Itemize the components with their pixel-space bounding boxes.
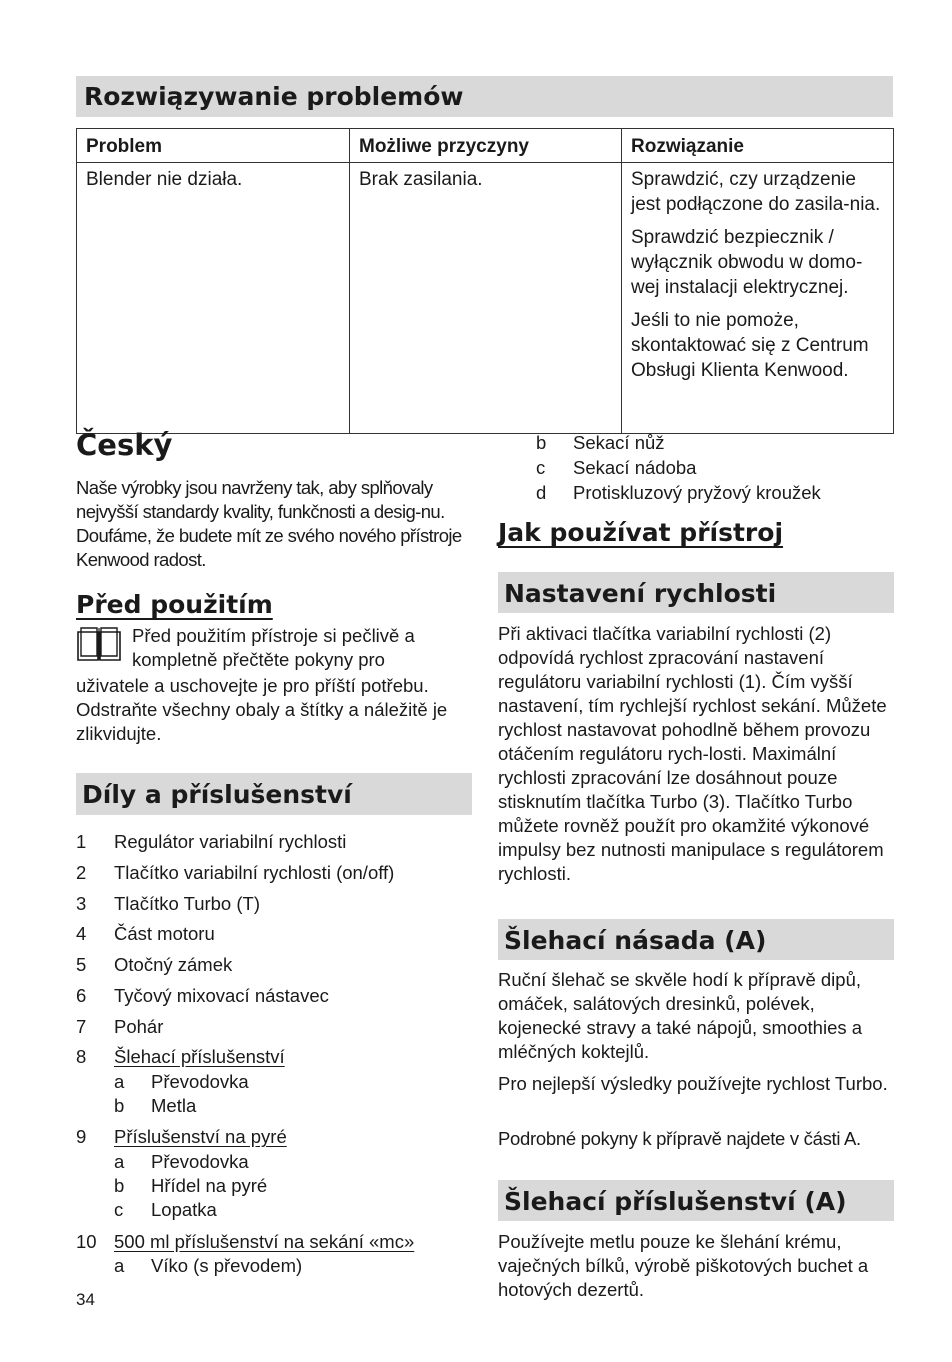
parts-item-number: a <box>114 1255 125 1276</box>
parts-subitem <box>498 431 894 455</box>
parts-item <box>76 1015 472 1039</box>
parts-item-number: 1 <box>76 831 87 852</box>
parts-item-number: 6 <box>76 985 87 1006</box>
how-to-use-heading: Jak používat přístroj <box>498 518 784 547</box>
parts-subitem <box>76 1198 472 1222</box>
parts-item <box>76 1045 472 1069</box>
troubleshooting-title: Rozwiązywanie problemów <box>76 76 893 117</box>
parts-item-label: Příslušenství na pyré <box>114 1126 287 1147</box>
parts-item-label: 500 ml příslušenství na sekání «mc» <box>114 1231 415 1252</box>
whisk-accessory-text: Používejte metlu pouze ke šlehání krému, vaječných bílků, výrobě piškotových buchet a hotových dezertů. <box>498 1231 869 1300</box>
parts-subitem <box>498 481 894 505</box>
table-header-problem: Problem <box>77 129 350 163</box>
parts-subitem <box>498 456 894 480</box>
parts-subitem <box>76 1070 472 1094</box>
table-row <box>77 163 894 434</box>
parts-item-number: 9 <box>76 1126 87 1147</box>
language-heading: Český <box>76 428 173 462</box>
parts-heading: Díly a příslušenství <box>76 773 472 815</box>
parts-item-number: 2 <box>76 862 87 883</box>
parts-item-number: 4 <box>76 923 87 944</box>
parts-item-number: b <box>114 1095 125 1116</box>
parts-item-label: Víko (s převodem) <box>151 1255 303 1276</box>
parts-subitem <box>76 1094 472 1118</box>
before-use-text-line2: kompletně přečtěte pokyny pro <box>132 649 385 670</box>
page-number: 34 <box>76 1290 95 1309</box>
parts-item-label: Metla <box>151 1095 197 1116</box>
parts-item <box>76 953 472 977</box>
parts-item-label: Převodovka <box>151 1151 249 1172</box>
parts-item-label: Sekací nůž <box>573 432 665 453</box>
whisk-attachment-heading: Šlehací násada (A) <box>498 919 894 960</box>
before-use-text: uživatele a uschovejte je pro příští potřebu. Odstraňte všechny obaly a štítky a náležitě je zlikvidujte. <box>76 675 448 744</box>
parts-item-label: Sekací nádoba <box>573 457 697 478</box>
before-use-heading: Před použitím <box>76 590 273 619</box>
parts-item-number: b <box>114 1175 125 1196</box>
manual-book-icon <box>76 624 122 664</box>
speed-setting-heading: Nastavení rychlosti <box>498 572 894 613</box>
parts-item-label: Část motoru <box>114 923 215 944</box>
parts-item-number: 10 <box>76 1231 97 1252</box>
parts-item-number: c <box>114 1199 124 1220</box>
parts-subitem <box>76 1254 472 1278</box>
parts-item-label: Tlačítko variabilní rychlosti (on/off) <box>114 862 395 883</box>
parts-subitem <box>76 1150 472 1174</box>
parts-item-number: 3 <box>76 893 87 914</box>
parts-item-label: Hřídel na pyré <box>151 1175 268 1196</box>
whisk-accessory-heading: Šlehací příslušenství (A) <box>498 1180 894 1221</box>
parts-item <box>76 830 472 854</box>
parts-item-number: b <box>536 432 547 453</box>
solution-step: Sprawdzić bezpiecznik / wyłącznik obwodu w domo-wej instalacji elektrycznej. <box>631 227 863 298</box>
whisk-attachment-text-2: Pro nejlepší výsledky používejte rychlost Turbo. <box>498 1073 888 1094</box>
parts-item-label: Regulátor variabilní rychlosti <box>114 831 347 852</box>
parts-item-number: c <box>536 457 546 478</box>
whisk-attachment-text-1: Ruční šlehač se skvěle hodí k přípravě dipů, omáček, salátových dresinků, polévek, kojenecké stravy a také nápojů, smoothies a mléčných koktejlů. <box>498 969 863 1062</box>
parts-item-label: Otočný zámek <box>114 954 233 975</box>
solution-step: Jeśli to nie pomoże, skontaktować się z Centrum Obsługi Klienta Kenwood. <box>631 310 869 381</box>
parts-subitem <box>76 1174 472 1198</box>
parts-item-label: Pohár <box>114 1016 164 1037</box>
before-use-text-line1: Před použitím přístroje si pečlivě a <box>132 625 415 646</box>
parts-item-label: Protiskluzový pryžový kroužek <box>573 482 821 503</box>
parts-item-number: a <box>114 1071 125 1092</box>
parts-item-label: Převodovka <box>151 1071 249 1092</box>
parts-item-label: Lopatka <box>151 1199 217 1220</box>
parts-item-number: a <box>114 1151 125 1172</box>
parts-item-number: 8 <box>76 1046 87 1067</box>
intro-paragraph: Naše výrobky jsou navrženy tak, aby splňovaly nejvyšší standardy kvality, funkčnosti a desig-nu. Doufáme, že budete mít ze svého nového přístroje Kenwood radost. <box>76 477 462 570</box>
table-header-row <box>77 129 894 163</box>
speed-setting-text: Při aktivaci tlačítka variabilní rychlosti (2) odpovídá rychlost zpracování nastavení regulátoru variabilní rychlosti (1). Čím vyšší nastavení, tím rychlejší rychlost sekání. Můžete rychlost nastavovat pohodlně během provozu otáčením regulátoru rych-losti. Maximální rychlosti zpracování lze dosáhnout pouze stisknutím tlačítka Turbo (3). Tlačítko Turbo můžete rovněž použít pro okamžité výkonové impulsy bez nutnosti manipulace s regulátorem rychlosti. <box>498 623 887 884</box>
parts-item-label: Tlačítko Turbo (T) <box>114 893 260 914</box>
table-cell-problem: Blender nie działa. <box>77 163 350 434</box>
parts-item-label: Tyčový mixovací nástavec <box>114 985 329 1006</box>
parts-item <box>76 861 472 885</box>
solution-step: Sprawdzić, czy urządzenie jest podłączone do zasila-nia. <box>631 169 881 215</box>
parts-item-number: 5 <box>76 954 87 975</box>
parts-item-number: d <box>536 482 547 503</box>
parts-item <box>76 922 472 946</box>
table-cell-cause: Brak zasilania. <box>350 163 622 434</box>
troubleshooting-table <box>76 128 894 434</box>
parts-item <box>76 984 472 1008</box>
parts-item <box>76 1230 472 1254</box>
table-header-causes: Możliwe przyczyny <box>350 129 622 163</box>
parts-item-label: Šlehací příslušenství <box>114 1046 285 1067</box>
table-cell-solution <box>622 163 894 434</box>
table-header-solution: Rozwiązanie <box>622 129 894 163</box>
parts-item <box>76 892 472 916</box>
parts-item-number: 7 <box>76 1016 87 1037</box>
whisk-attachment-text-3: Podrobné pokyny k přípravě najdete v části A. <box>498 1128 861 1149</box>
parts-item <box>76 1125 472 1149</box>
